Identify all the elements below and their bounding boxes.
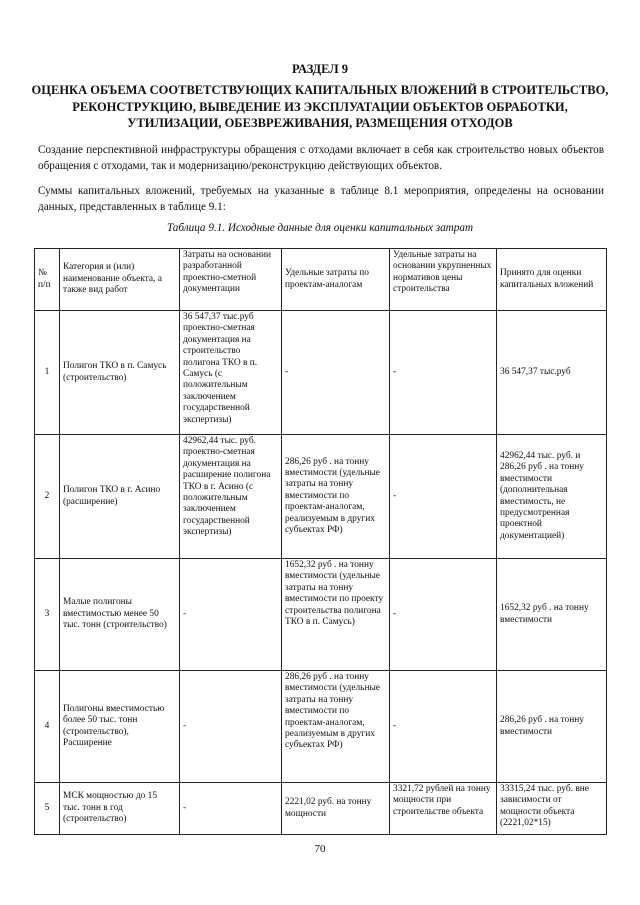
table-row [35, 311, 607, 435]
header-design-costs: Затраты на основании разработанной проектно-сметной документации [180, 249, 282, 311]
page-number: 70 [314, 843, 326, 855]
cell-aggregated-costs: - [390, 435, 497, 559]
header-unit-costs: Удельные затраты по проектам-аналогам [282, 249, 390, 311]
table-row [35, 671, 607, 783]
cell-aggregated-costs: - [390, 559, 497, 671]
cell-category: Полигон ТКО в г. Асино (расширение) [60, 435, 180, 559]
header-num: № п/п [35, 249, 60, 311]
cell-unit-costs: 1652,32 руб . на тонну вместимости (удельные затраты на тонну вместимости по проекту строительства полигона ТКО в п. Самусь) [282, 559, 390, 671]
cell-category: Малые полигоны вместимостью менее 50 тыс. тонн (строительство) [60, 559, 180, 671]
cell-unit-costs: 286,26 руб . на тонну вместимости (удельные затраты на тонну вместимости по проектам-аналогам, реализуемым в других субъектах РФ) [282, 435, 390, 559]
capital-costs-table [34, 248, 607, 835]
cell-aggregated-costs: - [390, 311, 497, 435]
cell-category: Полигон ТКО в п. Самусь (строительство) [60, 311, 180, 435]
cell-aggregated-costs: - [390, 671, 497, 783]
cell-unit-costs: - [282, 311, 390, 435]
section-title: РАЗДЕЛ 9 [291, 62, 349, 76]
cell-aggregated-costs: 3321,72 рублей на тонну мощности при строительстве объекта [390, 783, 497, 835]
header-aggregated-costs: Удельные затраты на основании укрупненных нормативов цены строительства [390, 249, 497, 311]
cell-category: МСК мощностью до 15 тыс. тонн в год (строительство) [60, 783, 180, 835]
cell-accepted: 286,26 руб . на тонну вместимости [497, 671, 607, 783]
cell-num: 5 [35, 783, 60, 835]
table-row [35, 559, 607, 671]
cell-num: 4 [35, 671, 60, 783]
section-heading: ОЦЕНКА ОБЪЕМА СООТВЕТСТВУЮЩИХ КАПИТАЛЬНЫХ ВЛОЖЕНИЙ В СТРОИТЕЛЬСТВО, РЕКОНСТРУКЦИЮ, ВЫВЕДЕНИЕ ИЗ ЭКСПЛУАТАЦИИ ОБЪЕКТОВ ОБРАБОТКИ, УТИЛИЗАЦИИ, ОБЕЗВРЕЖИВАНИЯ, РАЗМЕЩЕНИЯ ОТХОДОВ [31, 83, 609, 130]
table-row [35, 435, 607, 559]
cell-design-costs: - [180, 671, 282, 783]
cell-num: 3 [35, 559, 60, 671]
cell-accepted: 36 547,37 тыс.руб [497, 311, 607, 435]
cell-num: 2 [35, 435, 60, 559]
header-category: Категория и (или) наименование объекта, а также вид работ [60, 249, 180, 311]
table-row [35, 783, 607, 835]
intro-paragraph: Создание перспективной инфраструктуры обращения с отходами включает в себя как строительство новых объектов обращения с отходами, так и модернизацию/реконструкцию действующих объектов. [38, 144, 604, 172]
cell-design-costs: - [180, 783, 282, 835]
cell-unit-costs: 286,26 руб . на тонну вместимости (удельные затраты на тонну вместимости по проектам-аналогам, реализуемым в других субъектах РФ) [282, 671, 390, 783]
cell-design-costs: 42962,44 тыс. руб. проектно-сметная документация на расширение полигона ТКО в г. Асино (с положительным заключением государственной экспертизы) [180, 435, 282, 559]
cell-accepted: 33315,24 тыс. руб. вне зависимости от мощности объекта (2221,02*15) [497, 783, 607, 835]
reference-paragraph: Суммы капитальных вложений, требуемых на указанные в таблице 8.1 мероприятия, определены на основании данных, представленных в таблице 9.1: [38, 185, 604, 213]
cell-accepted: 42962,44 тыс. руб. и 286,26 руб . на тонну вместимости (дополнительная вместимость, не предусмотренная проектной документацией) [497, 435, 607, 559]
header-accepted: Принято для оценки капитальных вложений [497, 249, 607, 311]
cell-accepted: 1652,32 руб . на тонну вместимости [497, 559, 607, 671]
cell-unit-costs: 2221,02 руб. на тонну мощности [282, 783, 390, 835]
table-caption: Таблица 9.1. Исходные данные для оценки капитальных затрат [166, 222, 474, 234]
cell-num: 1 [35, 311, 60, 435]
cell-design-costs: 36 547,37 тыс.руб проектно-сметная документация на строительство полигона ТКО в п. Самусь (с положительным заключением государственной экспертизы) [180, 311, 282, 435]
table-header-row [35, 249, 607, 311]
cell-design-costs: - [180, 559, 282, 671]
cell-category: Полигоны вместимостью более 50 тыс. тонн (строительство), Расширение [60, 671, 180, 783]
